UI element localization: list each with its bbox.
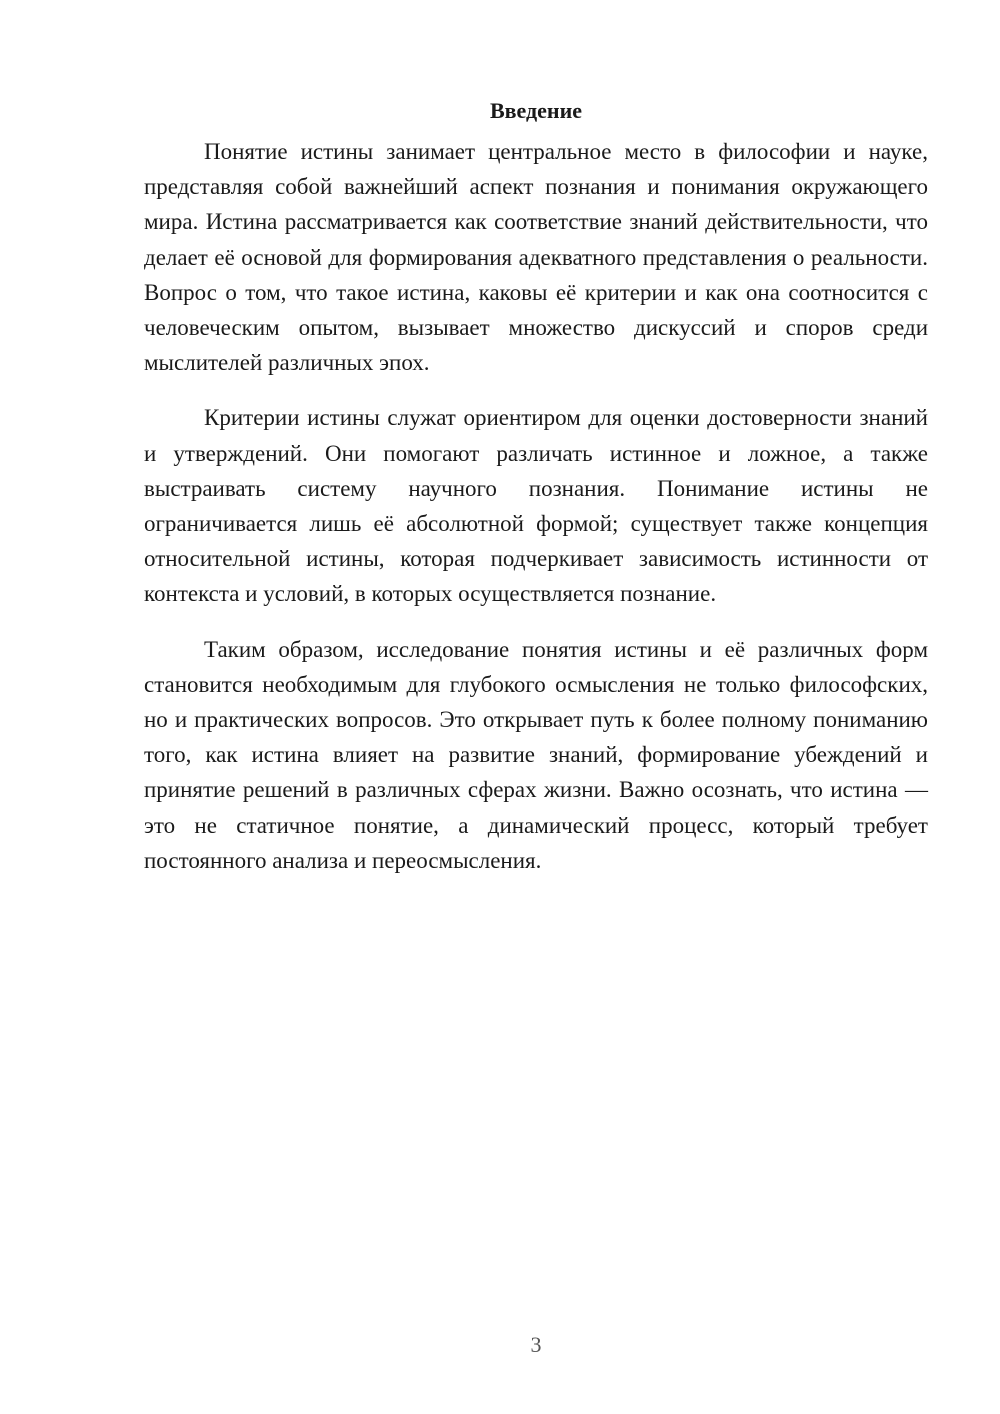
page-number: 3 xyxy=(530,1332,542,1357)
page-content xyxy=(144,96,928,898)
section-heading: Введение xyxy=(489,98,583,123)
paragraph-2: Критерии истины служат ориентиром для оценки достоверности знаний и утверждений. Они помогают различать истинное и ложное, а также выстраивать систему научного познания. Понимание истины не ограничивается лишь её абсолютной формой; существует также концепция относительной истины, которая подчеркивает зависимость истинности от контекста и условий, в которых осуществляется познание. xyxy=(144,405,928,607)
paragraph-3: Таким образом, исследование понятия истины и её различных форм становится необходимым для глубокого осмысления не только философских, но и практических вопросов. Это открывает путь к более полному пониманию того, как истина влияет на развитие знаний, формирование убеждений и принятие решений в различных сферах жизни. Важно осознать, что истина — это не статичное понятие, а динамический процесс, который требует постоянного анализа и переосмысления. xyxy=(144,636,928,873)
paragraph-1: Понятие истины занимает центральное место в философии и науке, представляя собой важнейший аспект познания и понимания окружающего мира. Истина рассматривается как соответствие знаний действительности, что делает её основой для формирования адекватного представления о реальности. Вопрос о том, что такое истина, каковы её критерии и как она соотносится с человеческим опытом, вызывает множество дискуссий и споров среди мыслителей различных эпох. xyxy=(144,139,928,376)
